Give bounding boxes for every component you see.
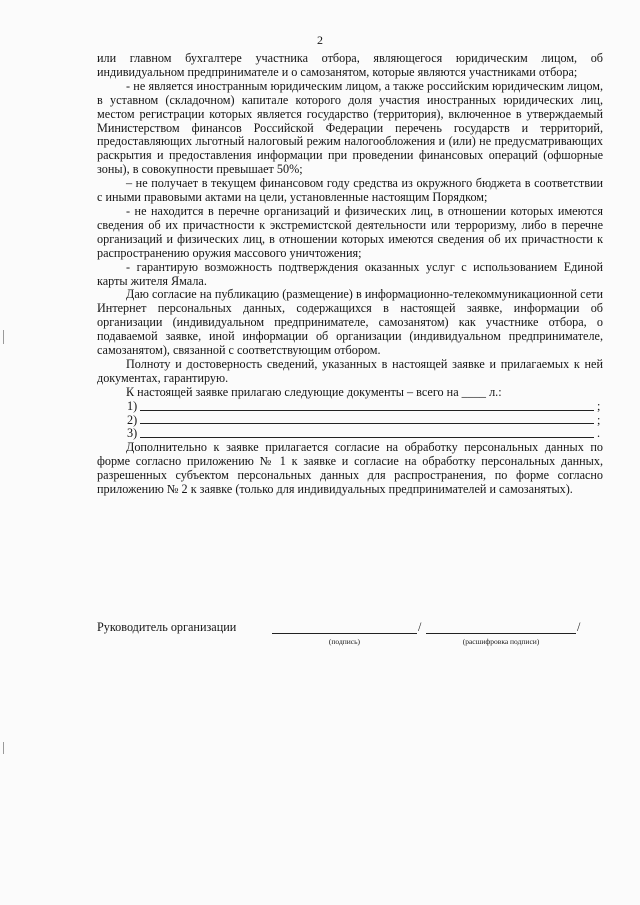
signature-slash: / bbox=[418, 620, 422, 634]
attached-documents-list bbox=[97, 400, 603, 442]
list-item-punct: ; bbox=[597, 412, 601, 427]
fill-in-line[interactable] bbox=[140, 437, 594, 438]
list-item bbox=[97, 400, 603, 414]
signature-decoding-caption: (расшифровка подписи) bbox=[462, 637, 540, 646]
signature-line[interactable] bbox=[272, 633, 417, 634]
scan-edge-mark bbox=[3, 742, 4, 754]
paragraph-accuracy-guarantee: Полноту и достоверность сведений, указанных в настоящей заявке и прилагаемых к ней документах, гарантирую. bbox=[97, 356, 603, 385]
signature-slash: / bbox=[577, 620, 581, 634]
paragraph-personal-data-consent: Дополнительно к заявке прилагается согласие на обработку персональных данных по форме согласно приложению № 1 к заявке и согласие на обработку персональных данных, разрешенных субъектом персональных данных для распространения, по форме согласно приложению № 2 к заявке (только для индивидуальных предпринимателей и самозанятых). bbox=[97, 440, 603, 497]
paragraph-publication-consent: Даю согласие на публикацию (размещение) в информационно-телекоммуникационной сети Интернет персональных данных, содержащихся в настоящей заявке, информации об организации (индивидуальном предпринимателе, самозанятом) как участнике отбора, о подаваемой заявке, иной информации об организации (индивидуальном предпринимателе, самозанятом), связанной с соответствующим отбором. bbox=[97, 287, 603, 358]
list-item-number: 1) bbox=[127, 398, 138, 413]
paragraph-no-budget-funds: – не получает в текущем финансовом году средства из окружного бюджета в соответствии с иными правовыми актами на цели, установленные настоящим Порядком; bbox=[97, 176, 603, 205]
page-number: 2 bbox=[317, 33, 323, 47]
paragraph-yamal-card-guarantee: - гарантирую возможность подтверждения оказанных услуг с использованием Единой карты жителя Ямала. bbox=[97, 259, 603, 288]
list-item bbox=[97, 414, 603, 428]
signature-label: Руководитель организации bbox=[97, 620, 237, 634]
signature-caption: (подпись) bbox=[328, 637, 361, 646]
signature-block bbox=[97, 621, 617, 651]
scan-edge-mark bbox=[3, 330, 4, 344]
list-item-number: 2) bbox=[127, 412, 138, 427]
list-item-punct: . bbox=[597, 426, 601, 441]
list-item bbox=[97, 427, 603, 441]
list-item-punct: ; bbox=[597, 398, 601, 413]
fill-in-line[interactable] bbox=[140, 410, 594, 411]
paragraph-attached-documents: К настоящей заявке прилагаю следующие документы – всего на ____ л.: bbox=[126, 384, 502, 399]
signature-decoding-line[interactable] bbox=[426, 633, 576, 634]
fill-in-line[interactable] bbox=[140, 423, 594, 424]
paragraph-not-foreign-entity: - не является иностранным юридическим лицом, а также российским юридическим лицом, в уставном (складочном) капитале которого доля участия иностранных юридических лиц, местом регистрации которых является государство (территория), включенное в утверждаемый Министерством финансов Российской Федерации перечень государств и территорий, предоставляющих льготный налоговый режим налогообложения и (или) не предусматривающих раскрытия и предоставления информации при проведении финансовых операций (офшорные зоны), в совокупности превышает 50%; bbox=[97, 78, 603, 177]
paragraph-applicant-info: или главном бухгалтере участника отбора, являющегося юридическим лицом, об индивидуальном предпринимателе и о самозанятом, которые являются участниками отбора; bbox=[97, 51, 603, 79]
list-item-number: 3) bbox=[127, 426, 138, 441]
paragraph-not-in-extremist-list: - не находится в перечне организаций и физических лиц, в отношении которых имеются сведения об их причастности к экстремистской деятельности или терроризму, либо в перечне организаций и физических лиц, в отношении которых имеются сведения об их причастности к распространению оружия массового уничтожения; bbox=[97, 203, 603, 260]
document-body bbox=[97, 52, 603, 497]
